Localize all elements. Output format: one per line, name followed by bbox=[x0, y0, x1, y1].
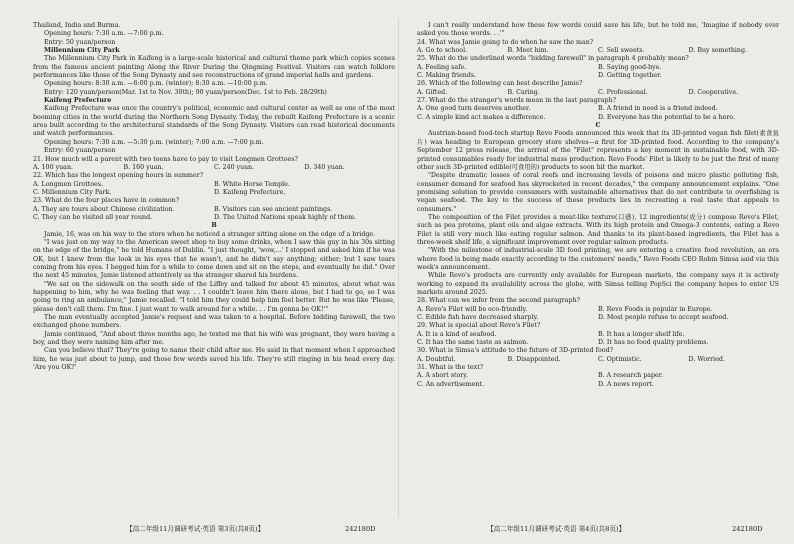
options-28 bbox=[417, 306, 779, 314]
opening-hours: Opening hours: 7:30 a.m. —7:00 p.m. bbox=[44, 30, 164, 38]
paragraph: I can't really understand how these few words could save his life, but he told me, 'Imagine if nobody ever asked you those words. . .'" bbox=[417, 22, 779, 38]
question-29: 29. What is special about Revo's Filet? bbox=[417, 322, 541, 330]
options-23 bbox=[33, 206, 395, 214]
paragraph: Jamie continued, "And about three months ago, he texted me that his wife was pregnant, they were having a boy, and they were naming him after me. bbox=[33, 330, 395, 347]
options-31 bbox=[417, 381, 779, 389]
option: D. The United Nations speak highly of them. bbox=[214, 213, 357, 221]
option: C. It has the same taste as salmon. bbox=[417, 339, 529, 347]
options-21 bbox=[33, 164, 395, 172]
option: C. They can be visited all year round. bbox=[33, 213, 153, 221]
option: B. It has a longer shelf life. bbox=[598, 330, 685, 338]
options-22 bbox=[33, 189, 395, 197]
option: A. Gifted. bbox=[417, 88, 448, 96]
option: A. Revo's Filet will be eco-friendly. bbox=[417, 305, 528, 313]
paragraph: "Despite dramatic losses of coral reefs and increasing levels of poisons and micro plastic polluting fish, consumer demand for seafood has skyrocketed in recent decades," the company announcement explains. "One promising solution to provide consumers with sustainable alternatives that do not contribute to overfishing is vegan seafood. The key to the success of these products lies in recreating a real taste that appeals to consumers." bbox=[417, 172, 779, 213]
opening-hours: Opening hours: 8:30 a.m. —6:00 p.m. (winter); 8:30 a.m. —10:00 p.m. bbox=[44, 80, 268, 88]
paragraph: "With the milestone of industrial-scale 3D food printing, we are entering a creative food revolution, an era where food is being made exactly according to the customers' needs," Revo Foods CEO Robin Simsa said via this week's announcement. bbox=[417, 247, 779, 271]
paragraph: Can you believe that? They're going to name their child after me. He said in that moment when I approached him, he was just about to jump, and those few words saved his life. They're still ringing in his head every day. 'Are you OK?' bbox=[33, 347, 395, 372]
option: D. Kaifeng Prefecture. bbox=[214, 188, 286, 196]
option: C. A simple kind act makes a difference. bbox=[417, 113, 546, 121]
option: C. An advertisement. bbox=[417, 380, 485, 388]
option: A. Go to school. bbox=[417, 47, 468, 55]
question-26: 26. Which of the following can best describe Jamie? bbox=[417, 80, 583, 88]
paragraph: "I was just on my way to the American sweet shop to buy some drinks, when I saw this guy in his 30s sitting on the edge of the bridge," he told Humans of Dublin. "I just thought, 'wow,...' I stopped and asked him if he was OK, but I knew from the look in his eyes that he wasn't, and he didn't say anything; either; but I saw tears coming from his eyes. I begged him for a while to come down and sit on the steps, and eventually he did." Over the next 45 minutes, Jamie listened attentively as the stranger shared his burdens. bbox=[33, 238, 395, 280]
options-30 bbox=[417, 356, 779, 364]
option: B. Meet him. bbox=[507, 47, 549, 55]
heading-kaifeng-prefecture: Kaifeng Prefecture bbox=[44, 97, 112, 105]
option: A. It is a kind of seafood. bbox=[417, 330, 497, 338]
footer-page-label: 【高二年级11月调研考试·英语 第3页(共8页)】 bbox=[126, 525, 265, 533]
option: D. Worried. bbox=[688, 355, 725, 363]
options-24 bbox=[417, 47, 779, 55]
page-divider bbox=[398, 18, 399, 518]
option: D. Buy something. bbox=[688, 47, 747, 55]
options-27 bbox=[417, 105, 779, 113]
footer-page-label: 【高二年级11月调研考试·英语 第4页(共8页)】 bbox=[487, 525, 626, 533]
option: B. Revo Foods is popular in Europe. bbox=[598, 305, 713, 313]
paragraph: The Millennium City Park in Kaifeng is a large-scale historical and cultural theme park which copies scenes from the famous ancient painting Along the River During the Qingming Festival. Visitors can watch folklore performances like those of the Song Dynasty and see reconstructions of grand imperial halls and gardens. bbox=[33, 55, 395, 80]
option: A. 100 yuan. bbox=[33, 163, 73, 171]
question-28: 28. What can we infer from the second paragraph? bbox=[417, 297, 581, 305]
paragraph: The composition of the Filet provides a meat-like texture(口感), 12 ingredients(成分) compose Revo's Filet, such as pea proteins, plant oils and algae extracts. With its high protein and Omega-3 contents, eating a Revo Filet is still very much like eating regular salmon. And thanks to its plant-based ingredients, the Filet has a three-week shelf life, a significant improvement over regular salmon products. bbox=[417, 213, 779, 246]
question-30: 30. What is Simsa's attitude to the future of 3D-printed food? bbox=[417, 347, 613, 355]
options-31 bbox=[417, 372, 779, 380]
paragraph: Austrian-based food-tech startup Revo Foods announced this week that its 3D-printed vegan fish filet(素食鱼片) was heading to European grocery store shelves—a first for 3D-printed food. According to the company's September 12 press release, the arrival of the "Filet" represents a key moment in sustainable food, with 3D-printed consumables ready for industrial mass production. Revo Foods' Filet is likely to be just the first of many other such 3D-printed edible(可食用的) products to soon hit the market. bbox=[417, 130, 779, 171]
option: B. Saying good-bye. bbox=[598, 63, 662, 71]
option: B. A friend in need is a friend indeed. bbox=[598, 105, 718, 113]
option: B. White Horse Temple. bbox=[214, 180, 290, 188]
option: A. Doubtful. bbox=[417, 355, 456, 363]
option: D. 340 yuan. bbox=[304, 163, 345, 171]
option: C. Edible fish have decreased sharply. bbox=[417, 314, 539, 322]
option: D. Cooperative. bbox=[688, 88, 739, 96]
option: B. 160 yuan. bbox=[123, 163, 164, 171]
options-22 bbox=[33, 181, 395, 189]
options-29 bbox=[417, 331, 779, 339]
options-25 bbox=[417, 72, 779, 80]
entry-fee: Entry: 60 yuan/person bbox=[44, 147, 116, 155]
paragraph: While Revo's products are currently only available for European markets, the company says it is actively working to expand its availability across the globe, with Simsa telling PopSci the company hopes to enter US markets around 2025. bbox=[417, 272, 779, 296]
section-heading-b: B bbox=[211, 222, 217, 230]
question-21: 21. How much will a parent with two teens have to pay to visit Longmen Grottoes? bbox=[33, 155, 298, 163]
paragraph: The man eventually accepted Jamie's request and was taken to a hospital. Before bidding farewell, the two exchanged phone numbers. bbox=[33, 314, 395, 330]
question-25: 25. What do the underlined words "bidding farewell" in paragraph 4 probably mean? bbox=[417, 55, 689, 63]
option: B. Caring. bbox=[507, 88, 540, 96]
options-27 bbox=[417, 114, 779, 122]
options-25 bbox=[417, 64, 779, 72]
options-28 bbox=[417, 314, 779, 322]
paragraph: Jamie, 16, was on his way to the store when he noticed a stranger sitting alone on the edge of a bridge. bbox=[44, 230, 376, 238]
option: C. Sell sweets. bbox=[598, 47, 645, 55]
option: C. Millennium City Park. bbox=[33, 188, 112, 196]
option: D. Most people refuse to accept seafood. bbox=[598, 314, 729, 322]
option: A. A short story. bbox=[417, 372, 469, 380]
option: C. Optimistic. bbox=[598, 355, 642, 363]
question-23: 23. What do the four places have in common? bbox=[33, 197, 180, 205]
option: D. Everyone has the potential to be a hero. bbox=[598, 113, 735, 121]
option: A. Feeling safe. bbox=[417, 63, 467, 71]
option: B. A research paper. bbox=[598, 372, 664, 380]
paragraph: Kaifeng Prefecture was once the country's political, economic and cultural center as well as one of the most booming cities in the world during the Northern Song Dynasty. Today, the rebuilt Kaifeng Prefecture is a scenic area built according to the architectural standards of the Song Dynasty. Visitors can read historical documents and watch performances. bbox=[33, 105, 395, 138]
option: C. 240 yuan. bbox=[214, 163, 255, 171]
options-23 bbox=[33, 214, 395, 222]
paragraph: "We sat on the sidewalk on the south side of the Liffey and talked for about 45 minutes, about what was happening to him, why he was feeling that way. . . I couldn't leave him there alone, but I had to go, so I was going to ring an ambulance," Jamie recalled. "I told him they could help him feel better. But he was like 'Please, please don't call them. I'm fine. I just want to walk around for a while. . . I'm gonna be OK!'" bbox=[33, 280, 395, 313]
page-3 bbox=[33, 22, 395, 372]
page-4 bbox=[417, 22, 779, 389]
option: A. Longmen Grottoes. bbox=[33, 180, 104, 188]
entry-fee: Entry: 120 yuan/person(Mar. 1st to Nov. 30th); 90 yuan/person(Dec. 1st to Feb. 28/29th) bbox=[44, 88, 327, 96]
option: C. Professional. bbox=[598, 88, 648, 96]
question-27: 27. What do the stranger's words mean in the last paragraph? bbox=[417, 97, 616, 105]
footer-exam-code: 242180D bbox=[345, 525, 376, 533]
option: D. Getting together. bbox=[598, 72, 662, 80]
option: B. Visitors can see ancient paintings. bbox=[214, 205, 333, 213]
opening-hours: Opening hours: 7:30 a.m. —5:30 p.m. (winter); 7:00 a.m. —7:00 p.m. bbox=[44, 138, 264, 146]
option: A. One good turn deserves another. bbox=[417, 105, 531, 113]
option: A. They are tours about Chinese civilization. bbox=[33, 205, 175, 213]
option: D. A news report. bbox=[598, 380, 654, 388]
options-26 bbox=[417, 89, 779, 97]
options-29 bbox=[417, 339, 779, 347]
option: C. Making friends. bbox=[417, 72, 477, 80]
section-heading-c: C bbox=[595, 122, 601, 130]
question-22: 22. Which has the longest opening hours in summer? bbox=[33, 172, 204, 180]
question-31: 31. What is the text? bbox=[417, 364, 484, 372]
footer-exam-code: 242180D bbox=[732, 525, 763, 533]
entry-fee: Entry: 50 yuan/person bbox=[44, 38, 116, 46]
paragraph: Thailand, India and Burma. bbox=[33, 22, 121, 29]
option: D. It has no food quality problems. bbox=[598, 339, 709, 347]
question-24: 24. What was Jamie going to do when he saw the man? bbox=[417, 38, 594, 46]
option: B. Disappointed. bbox=[507, 355, 561, 363]
heading-millennium-city-park: Millennium City Park bbox=[44, 47, 120, 55]
